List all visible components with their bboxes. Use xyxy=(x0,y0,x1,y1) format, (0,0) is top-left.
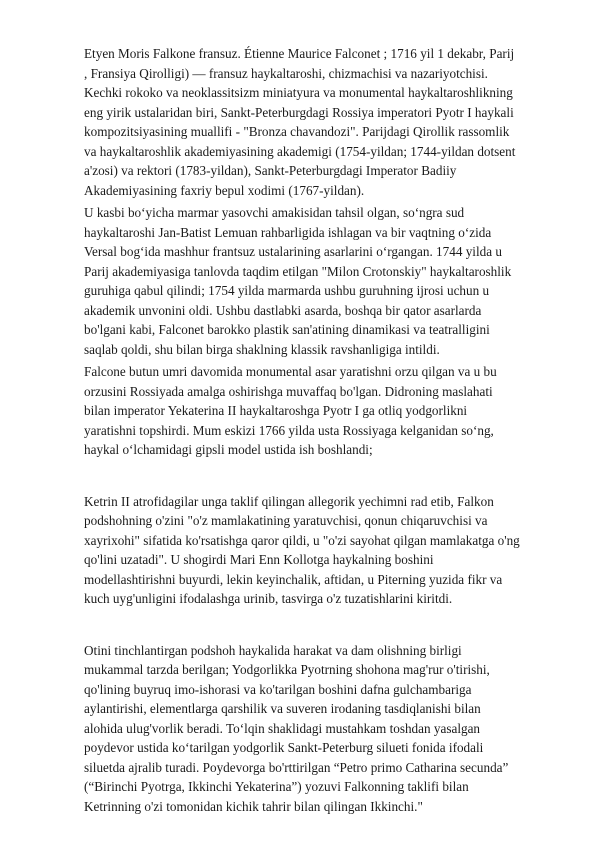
paragraph-spacer xyxy=(84,463,520,492)
paragraph-monument-description: Otini tinchlantirgan podshoh haykalida harakat va dam olishning birligi mukammal tarzda berilgan; Yodgorlikka Pyotrning shohona mag'rur o'tirishi, qo'lining buyruq imo-ishorasi va ko'tarilgan boshini dafna gulchambariga aylantirishi, elementlarga qarshilik va suveren irodaning tasdiqlanishi bilan alohida ulug'vorlik beradi. To‘lqin shaklidagi mustahkam toshdan yasalgan poydevor ustida ko‘tarilgan yodgorlik Sankt-Peterburg silueti fonida ifodali siluetda ajralib turadi. Poydevorga bo'rttirilgan “Petro primo Catharina secunda” (“Birinchi Pyotrga, Ikkinchi Yekaterina”) yozuvi Falkonning taklifi bilan Ketrinning o'zi tomonidan kichik tahrir bilan qilingan Ikkinchi." xyxy=(84,642,509,814)
paragraph-monument-commission: Falcone butun umri davomida monumental asar yaratishni orzu qilgan va u bu orzusini Rossiyada amalga oshirishga muvaffaq bo'lgan. Didroning maslahati bilan imperator Yekaterina II haykaltaroshga Pyotr I ga otliq yodgorlikni yaratishni topshirdi. Mum eskizi 1766 yilda usta Rossiyaga kelganidan so‘ng, haykal o‘lchamidagi gipsli model ustida ish boshlandi; xyxy=(84,364,497,457)
paragraph-spacer xyxy=(84,612,520,641)
document-page xyxy=(84,44,520,819)
paragraph-allegory: Ketrin II atrofidagilar unga taklif qilingan allegorik yechimni rad etib, Falkon podshohning o'zini "o'z mamlakatining yaratuvchisi, qonun chiqaruvchisi va xayrixohi" sifatida ko'rsatishga qaror qildi, u "o'zi sayohat qilgan mamlakatga o'ng qo'lini uzatadi". U shogirdi Mari Enn Kollotga haykalning boshini modellashtirishni buyurdi, lekin keyinchalik, aftidan, u Piterning yuzida fikr va kuch uyg'unligini ifodalashga urinib, tasvirga o'z tuzatishlarini kiritdi. xyxy=(84,493,520,606)
paragraph-education: U kasbi bo‘yicha marmar yasovchi amakisidan tahsil olgan, so‘ngra sud haykaltaroshi Jan-Batist Lemuan rahbarligida ishlagan va bir vaqtning o‘zida Versal bog‘ida mashhur frantsuz ustalarining asarlarini o‘rgangan. 1744 yilda u Parij akademiyasiga tanlovda taqdim etilgan "Milon Crotonskiy" haykaltaroshlik guruhiga qabul qilindi; 1754 yilda marmarda ushbu guruhning ijrosi uchun u akademik unvonini oldi. Ushbu dastlabki asarda, boshqa bir qator asarlarda bo'lgani kabi, Falconet barokko plastik san'atining dinamikasi va teatralligini saqlab qoldi, shu bilan birga shaklning klassik ravshanligiga intildi. xyxy=(84,205,512,357)
paragraph-biography: Etyen Moris Falkone fransuz. Étienne Maurice Falconet ; 1716 yil 1 dekabr, Parij , Fransiya Qirolligi) — fransuz haykaltaroshi, chizmachisi va nazariyotchisi. Kechki rokoko va neoklassitsizm miniatyura va monumental haykaltaroshlikning eng yirik ustalaridan biri, Sankt-Peterburgdagi Rossiya imperatori Pyotr I haykali kompozitsiyasining muallifi - "Bronza chavandozi". Parijdagi Qirollik rassomlik va haykaltaroshlik akademiyasining akademigi (1754-yildan; 1744-yildan dotsent a'zosi) va rektori (1783-yildan), Sankt-Peterburgdagi Imperator Badiiy Akademiyasining faxriy bepul xodimi (1767-yildan). xyxy=(84,46,516,198)
